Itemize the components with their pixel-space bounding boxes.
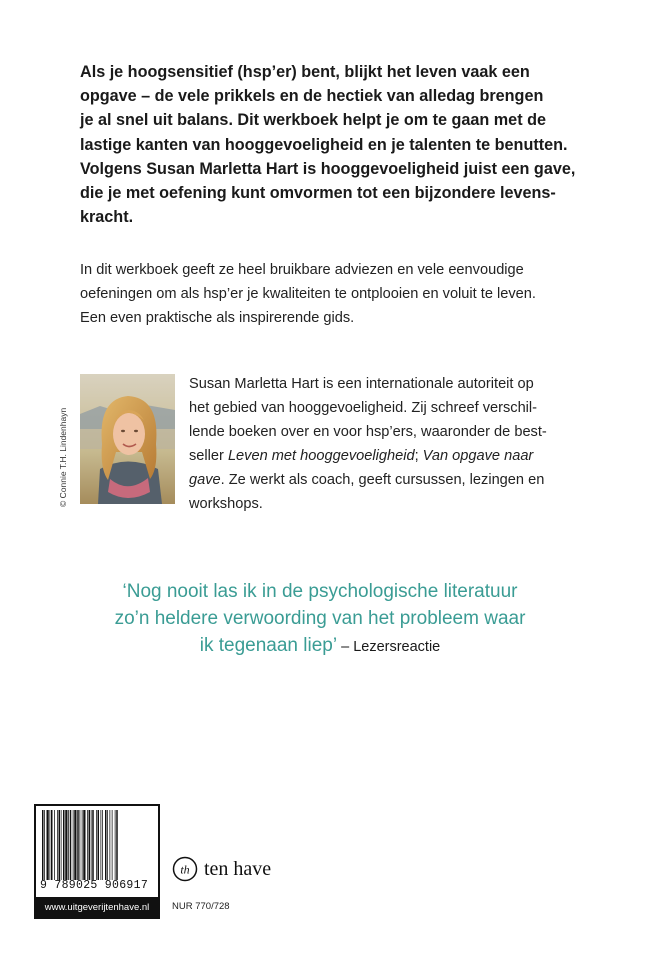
barcode-bar bbox=[80, 810, 81, 880]
barcode-bar bbox=[59, 810, 61, 880]
barcode-bar bbox=[74, 810, 76, 880]
bio-line: workshops. bbox=[189, 496, 263, 512]
intro-line: Een even praktische als inspirerende gids. bbox=[80, 310, 355, 326]
barcode-bar bbox=[87, 810, 88, 880]
publisher-name: ten have bbox=[204, 857, 272, 880]
book-title: Van opgave naar bbox=[422, 448, 534, 464]
barcode-bar bbox=[51, 810, 53, 880]
barcode-bar bbox=[116, 810, 118, 880]
barcode-bar bbox=[102, 810, 103, 880]
barcode-bar bbox=[112, 810, 113, 880]
barcode-bar bbox=[73, 810, 74, 880]
blurb-line: kracht. bbox=[80, 208, 134, 227]
blurb-line: Volgens Susan Marletta Hart is hooggevoeligheid juist een gave, bbox=[80, 159, 576, 178]
barcode-bar bbox=[47, 810, 49, 880]
bio-line: Susan Marletta Hart is een internationale autoriteit op bbox=[189, 376, 534, 392]
author-photo bbox=[80, 374, 175, 504]
barcode-bar bbox=[63, 810, 65, 880]
th-logo-icon bbox=[172, 856, 198, 882]
barcode-bar bbox=[92, 810, 94, 880]
barcode-bar bbox=[89, 810, 91, 880]
blurb-line: je al snel uit balans. Dit werkboek helpt je om te gaan met de bbox=[80, 111, 546, 130]
blurb-line: die je met oefening kunt omvormen tot een bijzondere levens- bbox=[80, 184, 556, 203]
bio-line bbox=[189, 444, 534, 468]
barcode-bar bbox=[107, 810, 108, 880]
bio-line: lende boeken over en voor hsp’ers, waaronder de best- bbox=[189, 424, 547, 440]
barcode-bar bbox=[105, 810, 107, 880]
blurb-line: opgave – de vele prikkels en de hectiek van alledag brengen bbox=[80, 87, 544, 106]
bio-line bbox=[189, 468, 545, 492]
intro-paragraph bbox=[80, 258, 550, 330]
quote-line: ‘Nog nooit las ik in de psychologische literatuur bbox=[122, 581, 518, 602]
barcode-bar bbox=[65, 810, 67, 880]
barcode-bar bbox=[57, 810, 58, 880]
bio-line: het gebied van hooggevoeligheid. Zij schreef verschil- bbox=[189, 400, 538, 416]
bio-text: seller bbox=[189, 448, 228, 464]
book-title: Leven met hooggevoeligheid bbox=[227, 448, 415, 464]
book-title: gave bbox=[189, 472, 221, 488]
author-bio bbox=[189, 372, 547, 516]
intro-line: oefeningen om als hsp’er je kwaliteiten te ontplooien en voluit te leven. bbox=[80, 286, 536, 302]
barcode-bar bbox=[42, 810, 44, 880]
barcode-bar bbox=[82, 810, 83, 880]
publisher-logo bbox=[172, 856, 271, 882]
blurb-line: lastige kanten van hooggevoeligheid en je talenten te benutten. bbox=[80, 135, 568, 154]
barcode-bar bbox=[115, 810, 116, 880]
barcode-bar bbox=[44, 810, 45, 880]
blurb-paragraph bbox=[80, 60, 576, 229]
logo-mark-text: th bbox=[180, 862, 190, 877]
barcode-bar bbox=[83, 810, 85, 880]
barcode-bar bbox=[96, 810, 97, 880]
quote-text: ik tegenaan liep’ bbox=[199, 635, 338, 656]
reader-quote bbox=[95, 578, 545, 661]
bio-text: ; bbox=[414, 448, 423, 464]
barcode-bar bbox=[70, 810, 72, 880]
barcode-bar bbox=[61, 810, 62, 880]
quote-line bbox=[95, 632, 545, 661]
barcode-bar bbox=[77, 810, 79, 880]
photo-credit: © Connie T.H. Lindenhayn bbox=[58, 407, 68, 507]
barcode-bar bbox=[110, 810, 111, 880]
nur-code: NUR 770/728 bbox=[172, 901, 230, 912]
barcode-bar bbox=[54, 810, 55, 880]
bio-text: . Ze werkt als coach, geeft cursussen, lezingen en bbox=[220, 472, 545, 488]
barcode-bar bbox=[98, 810, 100, 880]
quote-line: zo’n heldere verwoording van het probleem waar bbox=[114, 608, 526, 629]
author-portrait-image bbox=[80, 374, 175, 504]
publisher-url[interactable]: www.uitgeverijtenhave.nl bbox=[34, 897, 160, 919]
barcode-bar bbox=[50, 810, 51, 880]
barcode-bar bbox=[91, 810, 92, 880]
barcode-bar bbox=[101, 810, 102, 880]
intro-line: In dit werkboek geeft ze heel bruikbare adviezen en vele eenvoudige bbox=[80, 262, 524, 278]
isbn-digits: 9 789025 906917 bbox=[40, 879, 149, 892]
barcode-bars bbox=[36, 810, 158, 886]
barcode-bar bbox=[68, 810, 69, 880]
blurb-line: Als je hoogsensitief (hsp’er) bent, blijkt het leven vaak een bbox=[80, 63, 530, 81]
quote-source: – Lezersreactie bbox=[337, 639, 441, 655]
